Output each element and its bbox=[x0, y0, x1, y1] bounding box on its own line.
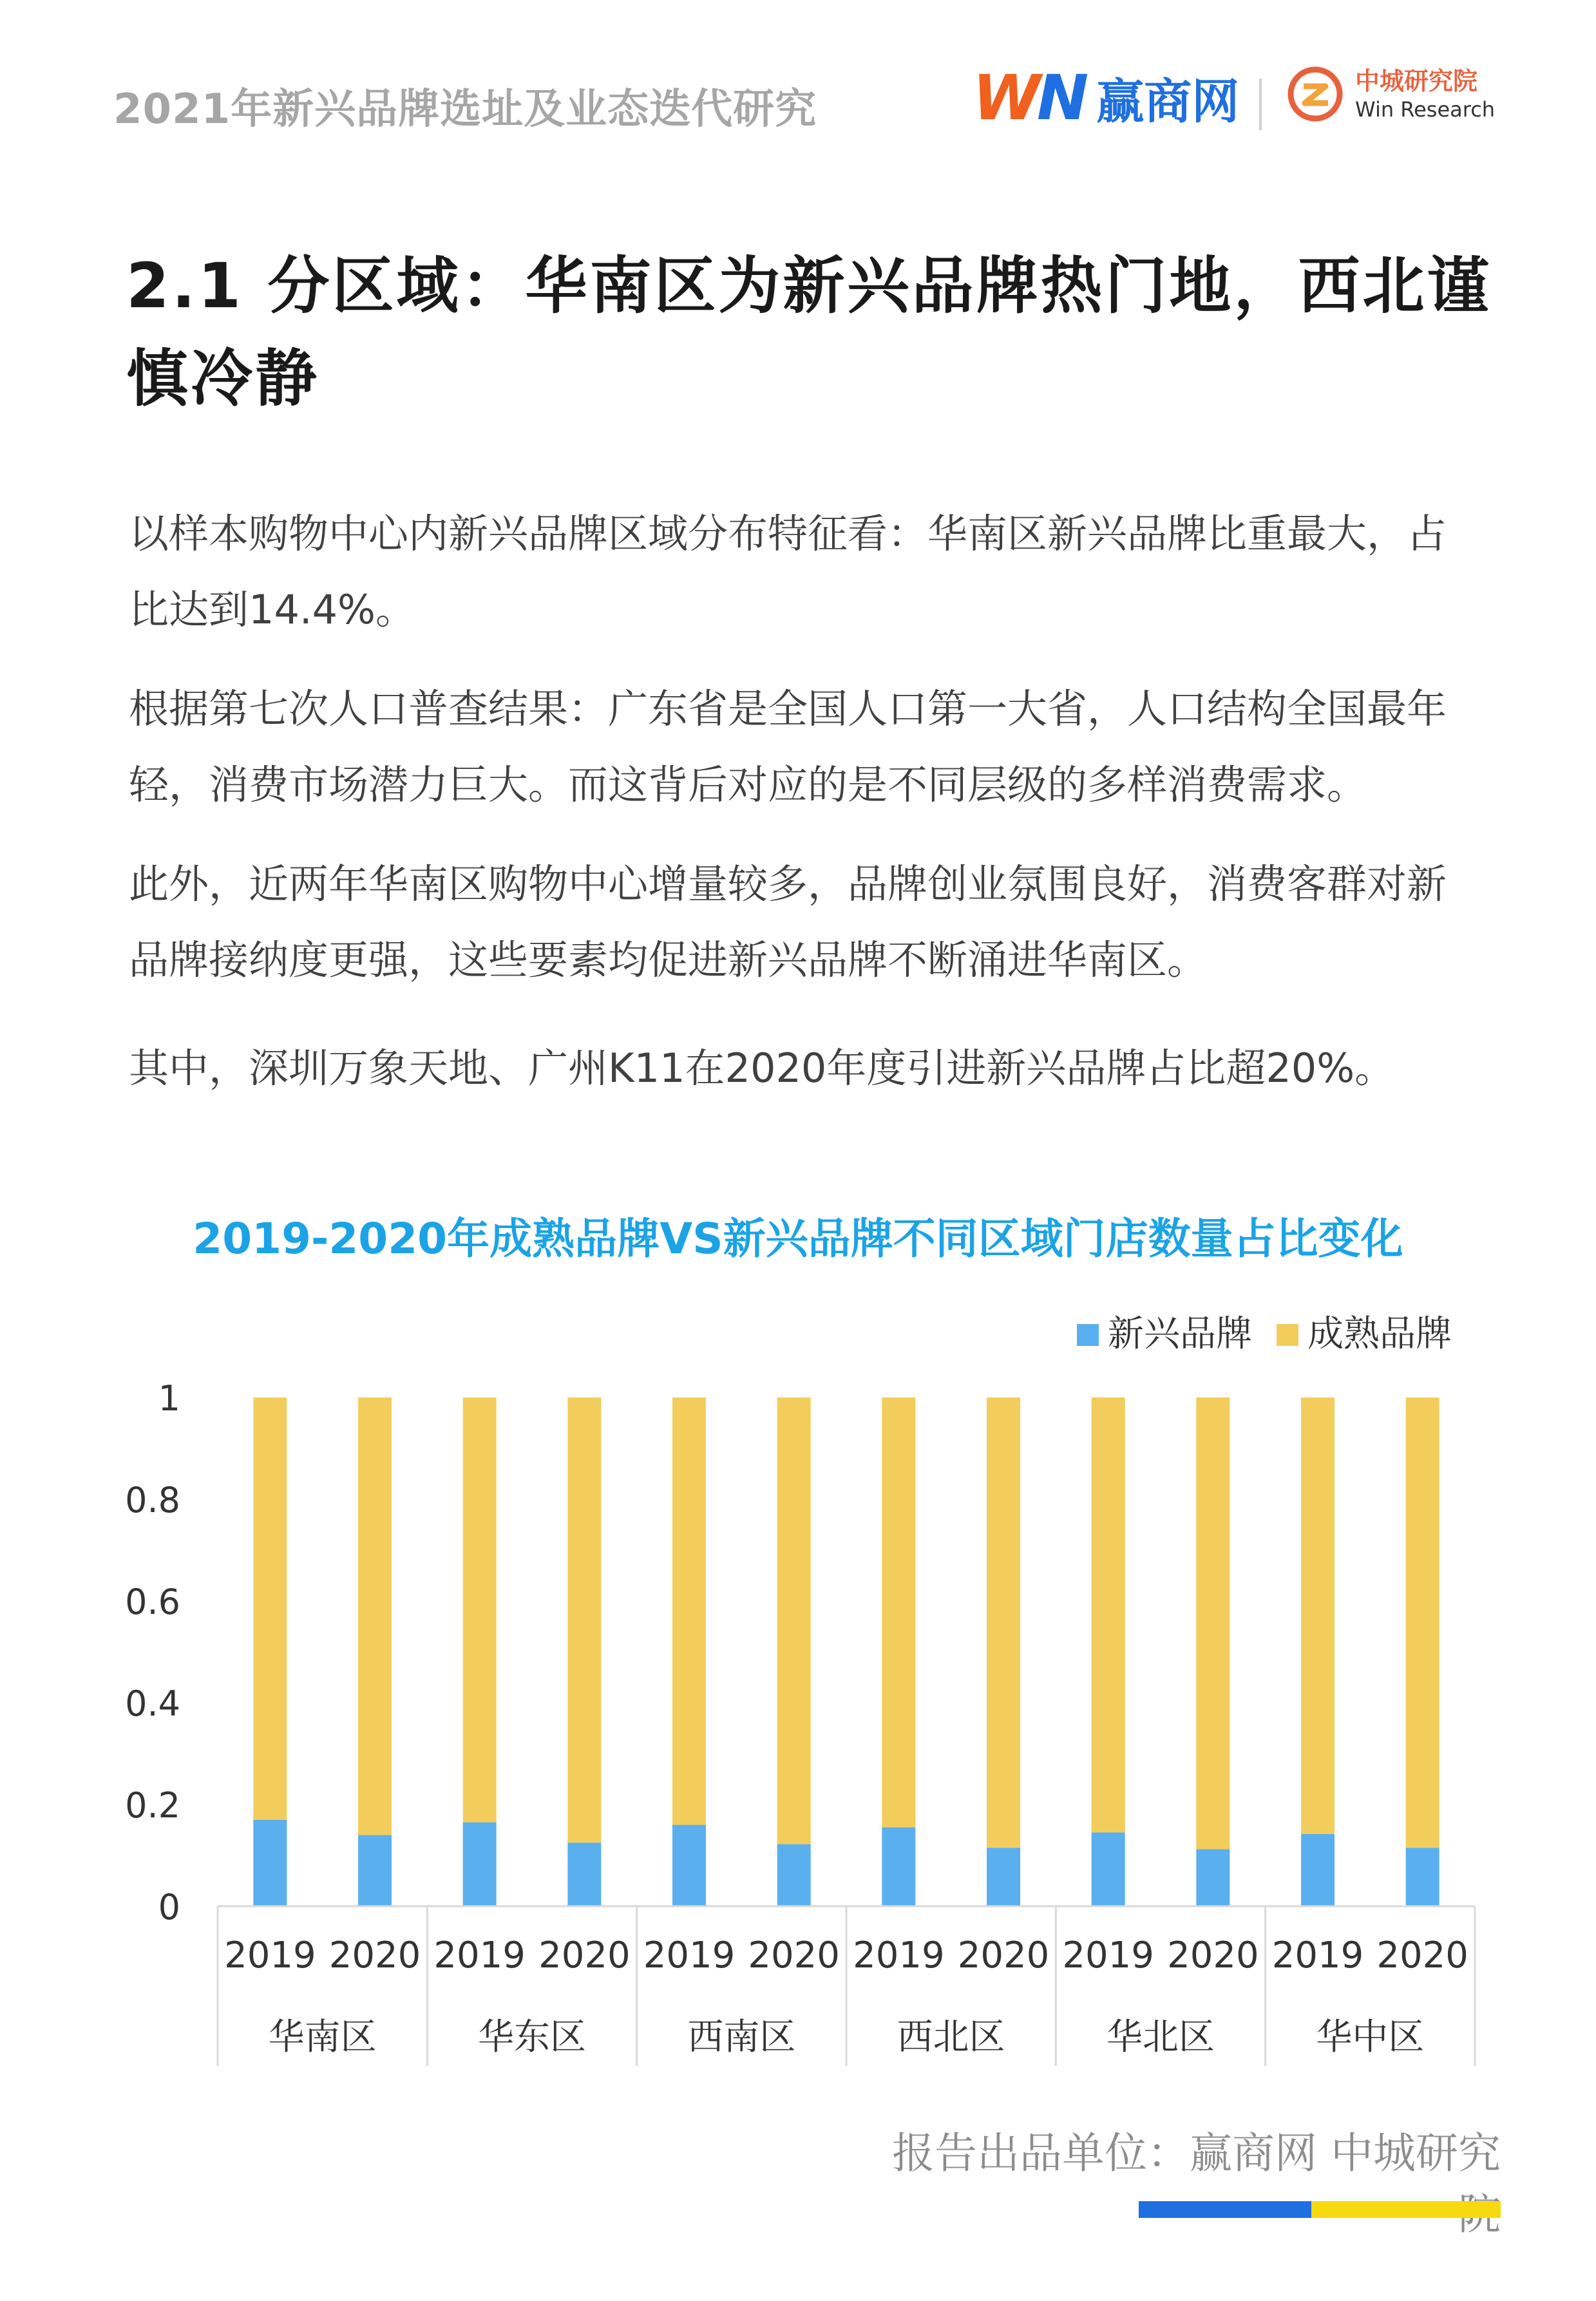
paragraph-4: 其中，深圳万象天地、广州K11在2020年度引进新兴品牌占比超20%。 bbox=[129, 1045, 1395, 1092]
x-year-label: 2019 bbox=[433, 1935, 526, 1976]
mature-brand-bar bbox=[672, 1397, 706, 1825]
mature-brand-bar bbox=[567, 1397, 601, 1842]
emerging-brand-bar bbox=[672, 1825, 706, 1906]
emerging-brand-bar bbox=[987, 1848, 1020, 1906]
mature-brand-bar bbox=[882, 1397, 915, 1828]
x-year-label: 2020 bbox=[748, 1935, 840, 1976]
x-group-label: 西北区 bbox=[897, 2016, 1005, 2058]
legend-emerging-swatch bbox=[1077, 1324, 1099, 1346]
emerging-brand-bar bbox=[1406, 1848, 1439, 1906]
x-group-label: 华北区 bbox=[1107, 2016, 1215, 2058]
x-group-label: 华东区 bbox=[478, 2016, 586, 2058]
x-year-label: 2019 bbox=[1062, 1935, 1154, 1976]
report-title: 2021年新兴品牌选址及业态迭代研究 bbox=[113, 86, 817, 133]
x-year-label: 2019 bbox=[224, 1935, 316, 1976]
x-year-label: 2019 bbox=[853, 1935, 945, 1976]
legend-emerging-label: 新兴品牌 bbox=[1108, 1313, 1252, 1355]
emerging-brand-bar bbox=[777, 1844, 811, 1906]
emerging-brand-bar bbox=[358, 1835, 392, 1906]
win-logo-mark: WN bbox=[973, 62, 1085, 134]
y-tick-label: 0.2 bbox=[125, 1785, 180, 1826]
legend-mature-swatch bbox=[1277, 1324, 1298, 1346]
x-year-label: 2019 bbox=[643, 1935, 736, 1976]
mature-brand-bar bbox=[1406, 1397, 1439, 1848]
mature-brand-bar bbox=[253, 1397, 287, 1820]
footer-bar-yellow bbox=[1311, 2201, 1501, 2218]
paragraph-1: 以样本购物中心内新兴品牌区域分布特征看：华南区新兴品牌比重最大，占比达到14.4%。 bbox=[129, 510, 1447, 633]
emerging-brand-bar bbox=[1092, 1832, 1125, 1906]
y-tick-label: 0 bbox=[158, 1887, 180, 1927]
x-year-label: 2020 bbox=[1376, 1935, 1468, 1976]
mature-brand-bar bbox=[777, 1397, 811, 1844]
paragraph-2: 根据第七次人口普查结果：广东省是全国人口第一大省，人口结构全国最年轻，消费市场潜力巨大。而这背后对应的是不同层级的多样消费需求。 bbox=[129, 685, 1447, 808]
legend-mature-label: 成熟品牌 bbox=[1307, 1313, 1452, 1355]
x-year-label: 2020 bbox=[538, 1935, 631, 1976]
win-research-logo-en: Win Research bbox=[1355, 97, 1496, 122]
x-group-label: 华南区 bbox=[268, 2016, 377, 2058]
y-tick-label: 0.6 bbox=[125, 1582, 180, 1622]
chart-title: 2019-2020年成熟品牌VS新兴品牌不同区域门店数量占比变化 bbox=[193, 1214, 1403, 1264]
win-research-logo-cn: 中城研究院 bbox=[1355, 67, 1478, 95]
emerging-brand-bar bbox=[463, 1823, 497, 1906]
win-logo-name: 赢商网 bbox=[1096, 74, 1240, 129]
emerging-brand-bar bbox=[1301, 1834, 1335, 1906]
mature-brand-bar bbox=[1301, 1397, 1335, 1834]
mature-brand-bar bbox=[1196, 1397, 1230, 1850]
y-tick-label: 0.8 bbox=[125, 1480, 180, 1520]
mature-brand-bar bbox=[463, 1397, 497, 1823]
x-year-label: 2019 bbox=[1271, 1935, 1364, 1976]
x-group-label: 华中区 bbox=[1316, 2016, 1425, 2058]
paragraph-3: 此外，近两年华南区购物中心增量较多，品牌创业氛围良好，消费客群对新品牌接纳度更强，这些要素均促进新兴品牌不断涌进华南区。 bbox=[129, 860, 1447, 983]
y-tick-label: 1 bbox=[158, 1378, 180, 1419]
emerging-brand-bar bbox=[567, 1842, 601, 1906]
mature-brand-bar bbox=[1092, 1397, 1125, 1832]
mature-brand-bar bbox=[358, 1397, 392, 1835]
y-tick-label: 0.4 bbox=[125, 1683, 180, 1724]
emerging-brand-bar bbox=[253, 1820, 287, 1906]
mature-brand-bar bbox=[987, 1397, 1020, 1848]
emerging-brand-bar bbox=[1196, 1850, 1230, 1906]
footer-bar-blue bbox=[1139, 2201, 1311, 2218]
footer-source: 报告出品单位：赢商网 中城研究 bbox=[892, 2128, 1501, 2178]
x-group-label: 西南区 bbox=[687, 2016, 796, 2058]
emerging-brand-bar bbox=[882, 1828, 915, 1906]
x-year-label: 2020 bbox=[1167, 1935, 1259, 1976]
section-heading: 2.1 分区域：华南区为新兴品牌热门地，西北谨慎冷静 bbox=[126, 250, 1492, 415]
x-year-label: 2020 bbox=[957, 1935, 1050, 1976]
x-year-label: 2020 bbox=[328, 1935, 421, 1976]
